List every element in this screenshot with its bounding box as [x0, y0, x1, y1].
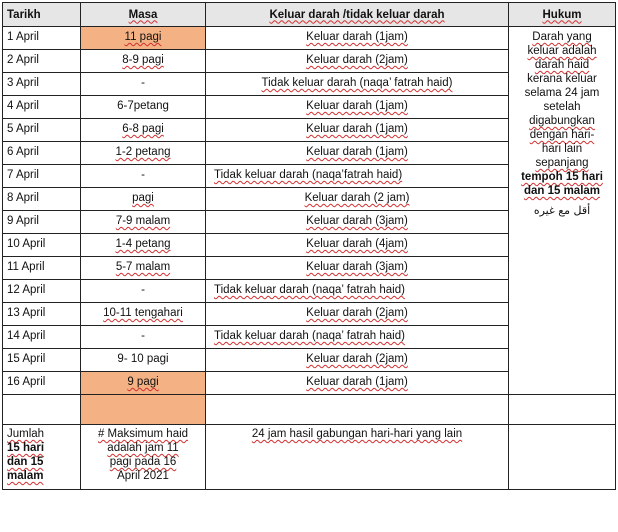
status-cell: Keluar darah (2jam)	[206, 50, 509, 73]
footer-row	[3, 425, 616, 490]
time-cell: 5-7 malam	[81, 257, 206, 280]
ruling-line: darah haid	[534, 59, 590, 71]
ruling-line: dengan hari-	[529, 129, 595, 141]
status-cell: Keluar darah (2jam)	[206, 349, 509, 372]
blank-row	[3, 395, 616, 425]
ruling-line-bold: tempoh 15 hari	[521, 171, 603, 183]
ruling-line: selama 24 jam	[524, 87, 600, 99]
ruling-cell	[509, 27, 616, 395]
date-cell: 13 April	[3, 303, 81, 326]
status-cell: Tidak keluar darah (naqa’ fatrah haid)	[206, 280, 509, 303]
time-cell: 6-7petang	[81, 96, 206, 119]
status-cell: Keluar darah (2jam)	[206, 303, 509, 326]
time-cell: 6-8 pagi	[81, 119, 206, 142]
status-cell: Keluar darah (4jam)	[206, 234, 509, 257]
header-time: Masa	[81, 3, 206, 27]
time-cell: -	[81, 73, 206, 96]
ruling-line: kerana keluar	[527, 73, 597, 85]
status-cell: Keluar darah (1jam)	[206, 142, 509, 165]
date-cell: 8 April	[3, 188, 81, 211]
arabic-text: أقل مع غيره	[533, 204, 591, 217]
status-cell: Keluar darah (1jam)	[206, 27, 509, 50]
time-cell-highlighted: 9 pagi	[81, 372, 206, 395]
time-cell: -	[81, 165, 206, 188]
time-cell-highlighted: 11 pagi	[81, 27, 206, 50]
status-cell: Keluar darah (1jam)	[206, 372, 509, 395]
header-date: Tarikh	[3, 3, 81, 27]
ruling-line-bold: dan 15 malam	[523, 185, 601, 197]
date-cell: 4 April	[3, 96, 81, 119]
date-cell: 16 April	[3, 372, 81, 395]
time-cell: 1-2 petang	[81, 142, 206, 165]
max-note-cell: # Maksimum haid adalah jam 11 pagi pada 16 April 2021	[81, 425, 206, 490]
status-cell: Keluar darah (3jam)	[206, 211, 509, 234]
time-cell: pagi	[81, 188, 206, 211]
total-cell: Jumlah 15 hari dan 15 malam	[3, 425, 81, 490]
time-cell: -	[81, 326, 206, 349]
status-cell: Tidak keluar darah (naqa’ fatrah haid)	[206, 73, 509, 96]
time-cell: -	[81, 280, 206, 303]
ruling-line: digabungkan	[529, 115, 595, 127]
date-cell: 11 April	[3, 257, 81, 280]
ruling-line: Darah yang	[532, 31, 592, 43]
date-cell: 7 April	[3, 165, 81, 188]
header-ruling: Hukum	[509, 3, 616, 27]
date-cell: 9 April	[3, 211, 81, 234]
status-cell: Keluar darah (2 jam)	[206, 188, 509, 211]
date-cell: 6 April	[3, 142, 81, 165]
date-cell: 10 April	[3, 234, 81, 257]
blank-cell	[206, 395, 509, 425]
date-cell: 12 April	[3, 280, 81, 303]
blank-cell-highlighted	[81, 395, 206, 425]
date-cell: 15 April	[3, 349, 81, 372]
time-cell: 8-9 pagi	[81, 50, 206, 73]
status-cell: Keluar darah (1jam)	[206, 119, 509, 142]
status-cell: Tidak keluar darah (naqa’ fatrah haid)	[206, 326, 509, 349]
ruling-line: hari lain	[541, 143, 583, 155]
header-status: Keluar darah /tidak keluar darah	[206, 3, 509, 27]
blank-cell	[509, 425, 616, 490]
time-cell: 1-4 petang	[81, 234, 206, 257]
time-cell: 10-11 tengahari	[81, 303, 206, 326]
status-cell: Keluar darah (1jam)	[206, 96, 509, 119]
time-cell: 7-9 malam	[81, 211, 206, 234]
blank-cell	[509, 395, 616, 425]
summary-cell: 24 jam hasil gabungan hari-hari yang lain	[206, 425, 509, 490]
status-cell: Keluar darah (3jam)	[206, 257, 509, 280]
date-cell: 1 April	[3, 27, 81, 50]
ruling-line: sepanjang	[535, 157, 589, 169]
date-cell: 3 April	[3, 73, 81, 96]
ruling-line: setelah	[543, 101, 581, 113]
status-cell: Tidak keluar darah (naqa’fatrah haid)	[206, 165, 509, 188]
document-page	[2, 2, 615, 529]
header-row	[3, 3, 616, 27]
table-row	[3, 27, 616, 50]
date-cell: 2 April	[3, 50, 81, 73]
date-cell: 5 April	[3, 119, 81, 142]
haid-record-table	[2, 2, 616, 490]
blank-cell	[3, 395, 81, 425]
time-cell: 9- 10 pagi	[81, 349, 206, 372]
ruling-line: keluar adalah	[527, 45, 597, 57]
date-cell: 14 April	[3, 326, 81, 349]
